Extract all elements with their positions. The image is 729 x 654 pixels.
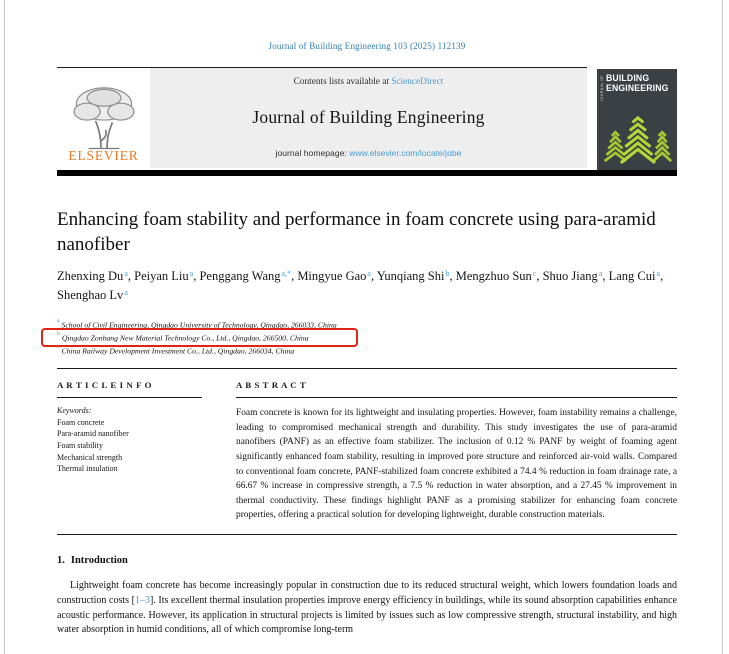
affiliation-line: $^c$ China Railway Development Investment Co., Ltd., Qingdao, 266034, China	[57, 343, 295, 356]
author-name: Shenghao Lv$^a$	[57, 287, 128, 302]
homepage-line	[276, 148, 462, 158]
article-info-rule	[57, 397, 202, 398]
keyword-item: Foam stability	[57, 441, 103, 451]
author-affiliation-superscript[interactable]: c	[532, 269, 537, 279]
author-affiliation-superscript[interactable]: a	[367, 269, 371, 279]
elsevier-logo	[57, 68, 150, 168]
citation-ref-link[interactable]: 1–3	[134, 594, 150, 606]
author-name: Penggang Wang$^{a,*}$	[199, 269, 292, 283]
introduction-heading	[57, 555, 678, 566]
author-name: Shuo Jiang$^a$	[542, 269, 603, 283]
header-divider-bar	[57, 170, 677, 176]
keyword-item: Para-aramid nanofiber	[57, 429, 129, 439]
intro-text-1: Lightweight foam concrete has become increasingly popular in construction due to its reduced structural weight, which lowers foundation loads and construction costs [	[57, 580, 677, 606]
section-divider-bottom	[57, 534, 677, 535]
contents-prefix: Contents lists available at	[293, 77, 392, 87]
article-info-heading: A R T I C L E I N F O	[57, 380, 153, 391]
cover-trees-graphic	[601, 108, 673, 167]
elsevier-tree-icon	[65, 84, 143, 150]
keyword-item: Mechanical strength	[57, 452, 123, 462]
info-abstract-block	[57, 369, 677, 523]
keywords-list	[57, 417, 202, 475]
abstract-heading: A B S T R A C T	[236, 380, 307, 391]
sciencedirect-link[interactable]: ScienceDirect	[391, 77, 444, 87]
keywords-label: Keywords:	[57, 406, 92, 416]
abstract-column	[236, 369, 677, 523]
keyword-item: Thermal insulation	[57, 464, 118, 474]
author-name: Peiyan Liu$^a$	[134, 269, 194, 283]
journal-title: Journal of Building Engineering	[252, 107, 485, 127]
homepage-link[interactable]: www.elsevier.com/locate/jobe	[349, 148, 462, 158]
author-affiliation-superscript[interactable]: a	[124, 269, 128, 279]
intro-text-2: ]. Its excellent thermal insulation properties improve energy efficiency in buildings, while its sound absorption capabilities enhance acoustic performance. However, its application in structural projects is limited by issues such as low compressive strength, structural instability, and high water absorption in humid conditions, all of which compromise long-term	[57, 594, 677, 636]
section-number: 1.	[57, 555, 65, 567]
abstract-text: Foam concrete is known for its lightweight and insulating properties. However, foam instability remains a challenge, leading to compromised mechanical strength and durability. This study investigates the use of para-aramid nanofibers (PANF) as an effective foam stabilizer. The inclusion of 0.12 % PANF by weight of foaming agent significantly enhanced foam stability, resulting in improved pore structure and reinforced air-void walls. Compared to conventional foam concrete, PANF-stabilized foam concrete exhibited a 74.4 % reduction in foam drainage rate, a 66.67 % increase in compressive strength, a 7.5 % reduction in water absorption, and a 27.45 % improvement in thermal conductivity. These findings highlight PANF as a promising stabilizer for enhancing foam concrete properties, offering a practical solution for developing lightweight, durable construction materials.	[236, 408, 677, 521]
author-affiliation-superscript[interactable]: a	[598, 269, 603, 279]
author-name: Yunqiang Shi$^b$	[376, 269, 450, 283]
author-list: Zhenxing Du$^a$, Peiyan Liu$^a$, Penggang Wang$^{a,*}$, Mingyue Gao$^a$, Yunqiang Shi$^b$, Mengzhuo Sun$^c$, Shuo Jiang$^a$, Lang Cui$^a$, Shenghao Lv$^a$	[57, 269, 664, 302]
cover-journal-of-label: JOURNAL OF	[600, 75, 605, 102]
author-affiliation-superscript[interactable]: a	[656, 269, 661, 279]
author-affiliation-superscript[interactable]: a,*	[281, 269, 292, 279]
journal-header	[57, 67, 677, 176]
author-affiliation-superscript[interactable]: a	[124, 287, 128, 297]
journal-banner	[150, 68, 587, 168]
article-title: Enhancing foam stability and performance in foam concrete using para-aramid nanofiber	[57, 209, 656, 255]
introduction-paragraph	[57, 579, 677, 638]
author-affiliation-superscript[interactable]: b	[445, 269, 450, 279]
pdf-page	[4, 0, 723, 654]
article-info-column	[57, 369, 202, 523]
section-title: Introduction	[70, 555, 128, 567]
author-name: Zhenxing Du$^a$	[57, 269, 128, 283]
elsevier-wordmark: ELSEVIER	[68, 148, 139, 163]
author-name: Lang Cui$^a$	[608, 269, 661, 283]
keyword-item: Foam concrete	[57, 417, 105, 427]
journal-citation: Journal of Building Engineering 103 (2025) 112139	[268, 41, 466, 51]
author-affiliation-superscript[interactable]: a	[189, 269, 194, 279]
journal-cover-thumbnail	[597, 69, 677, 170]
homepage-prefix: journal homepage:	[275, 148, 350, 158]
affiliation-line: $^b$ Qingdao Zonbang New Material Technology Co., Ltd., Qingdao, 266500, China	[57, 331, 677, 344]
header-left-block	[57, 67, 587, 168]
cover-title: BUILDING ENGINEERING	[606, 73, 670, 93]
page-content	[5, 0, 678, 638]
affiliation-list	[57, 318, 677, 356]
affiliation-line: $^a$ School of Civil Engineering, Qingdao University of Technology, Qingdao, 266033, China	[57, 318, 337, 330]
author-name: Mengzhuo Sun$^c$	[455, 269, 537, 283]
author-name: Mingyue Gao$^a$	[297, 269, 371, 283]
abstract-rule	[236, 397, 677, 398]
contents-line	[294, 77, 444, 87]
